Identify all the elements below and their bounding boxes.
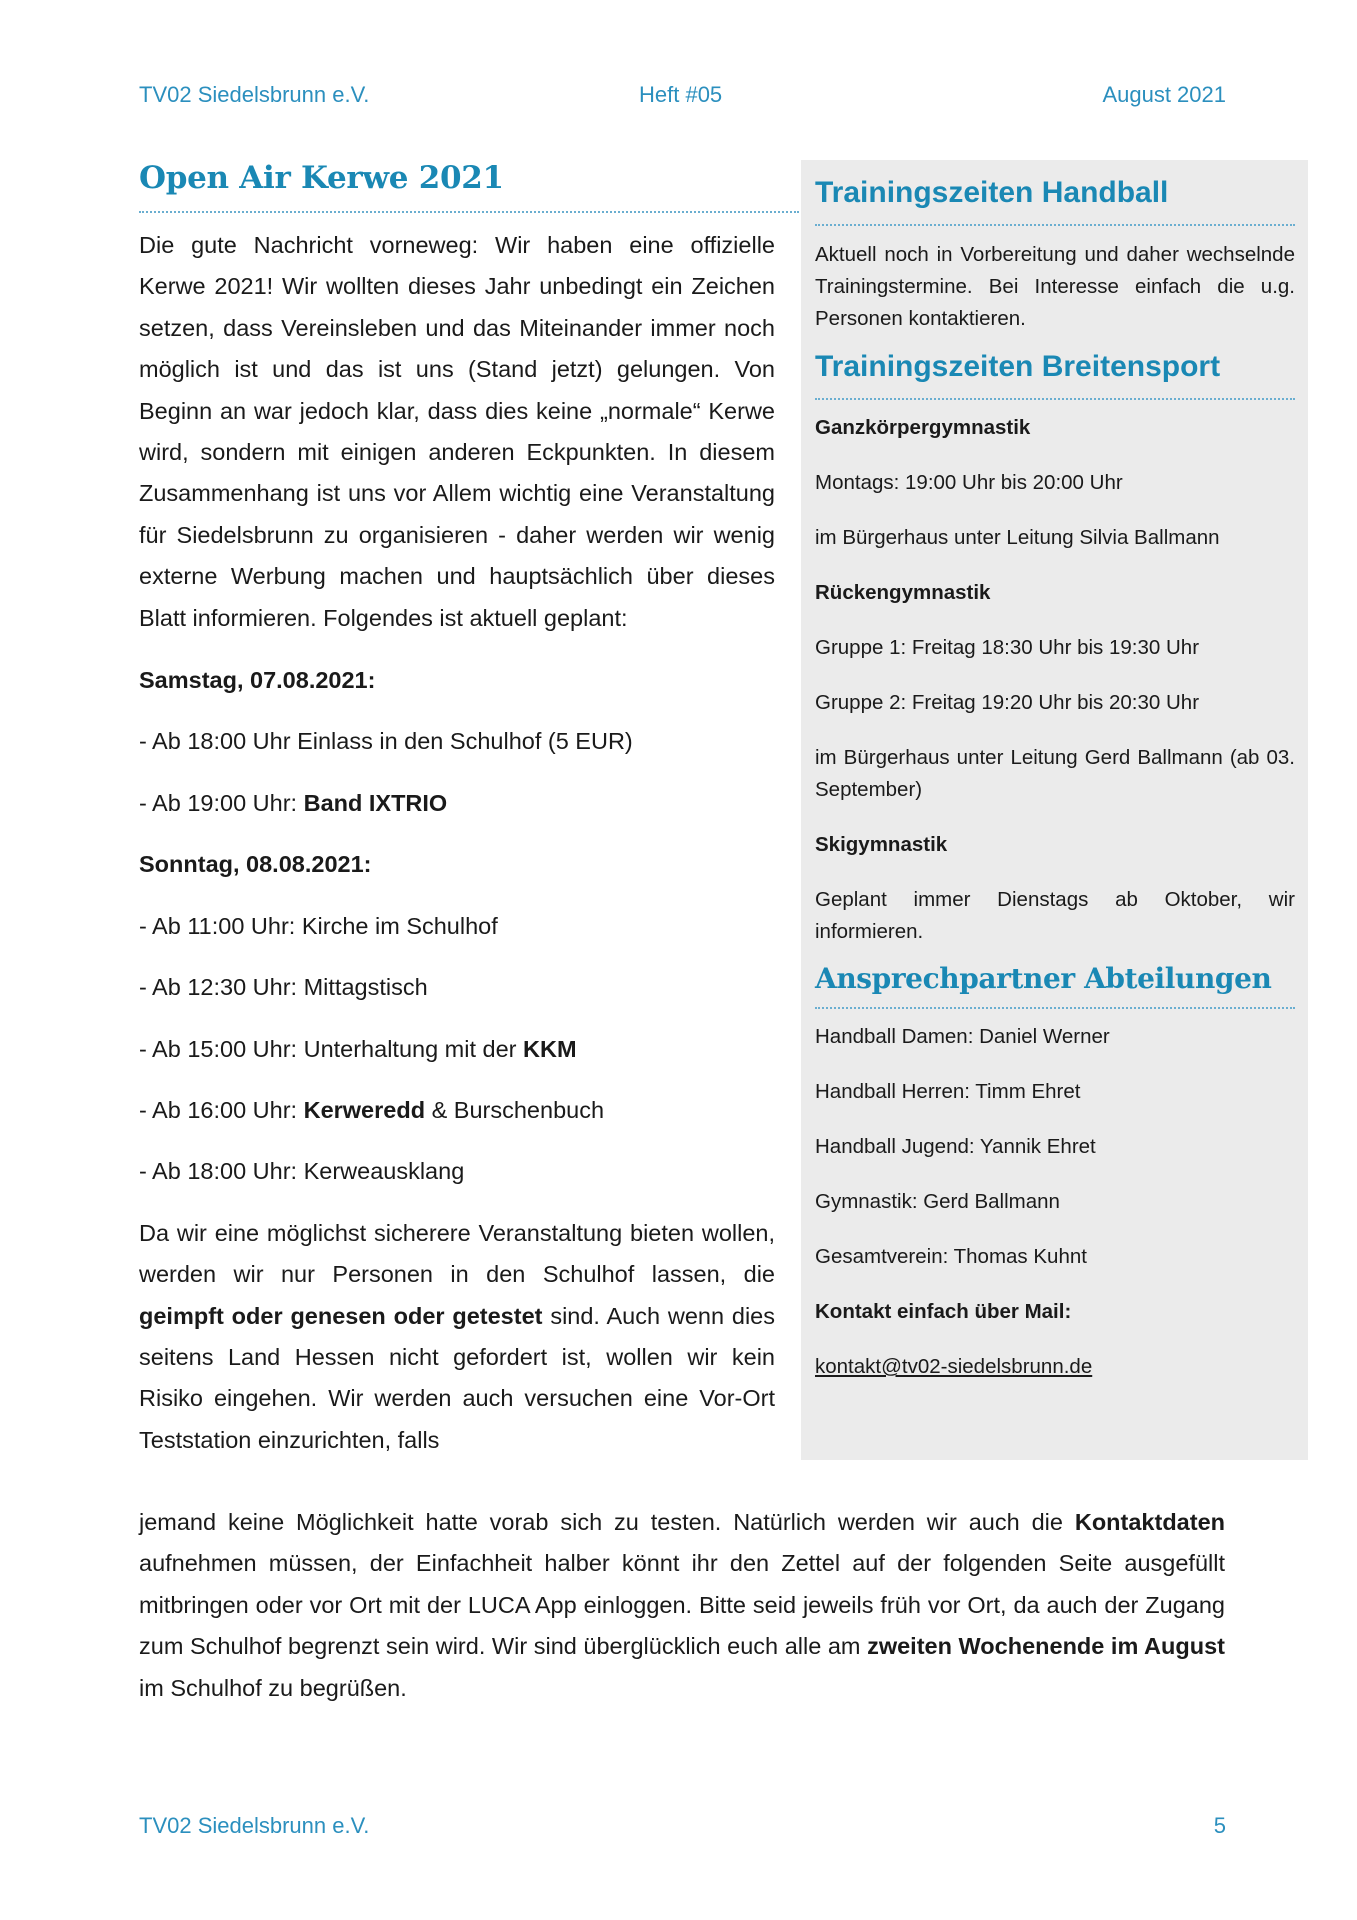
closing-paragraph <box>139 1213 775 1461</box>
sunday-item-3 <box>139 1029 775 1070</box>
ruecken-group2: Gruppe 2: Freitag 19:20 Uhr bis 20:30 Uhr <box>815 691 1200 714</box>
closing-text-4: aufnehmen müssen, der Einfachheit halber könnt ihr den Zettel auf der folgenden Seite ausgefüllt mitbringen oder vor Ort mit der LUCA App einloggen. Bitte seid jeweils früh vor Ort, da auch der Zugang zum Schulhof begrenzt sein wird. Wir sind überglücklich euch alle am <box>139 1550 1225 1660</box>
closing-text-5: im Schulhof zu begrüßen. <box>139 1674 407 1701</box>
header-date: August 2021 <box>1102 82 1226 107</box>
item-text: - Ab 15:00 Uhr: Unterhaltung mit der <box>139 1035 524 1062</box>
contact-gymnastik: Gymnastik: Gerd Ballmann <box>815 1190 1060 1213</box>
section-divider <box>815 1007 1295 1009</box>
sunday-item-4 <box>139 1090 775 1131</box>
article-column <box>139 225 775 1461</box>
saturday-item-1: - Ab 18:00 Uhr Einlass in den Schulhof (5 EUR) <box>139 728 633 755</box>
contact-email-link[interactable]: kontakt@tv02-siedelsbrunn.de <box>815 1355 1093 1378</box>
closing-bold-2: Kontaktdaten <box>1074 1509 1225 1535</box>
item-text-suffix: & Burschenbuch <box>425 1096 605 1123</box>
ganzkoerper-time: Montags: 19:00 Uhr bis 20:00 Uhr <box>815 471 1123 494</box>
contact-gesamtverein: Gesamtverein: Thomas Kuhnt <box>815 1245 1087 1268</box>
contact-handball-herren: Handball Herren: Timm Ehret <box>815 1080 1081 1103</box>
saturday-heading: Samstag, 07.08.2021: <box>139 667 376 694</box>
contacts-title: Ansprechpartner Abteilungen <box>815 962 1272 995</box>
breitensport-training-title: Trainingszeiten Breitensport <box>815 350 1221 383</box>
closing-paragraph-continued <box>139 1502 1225 1709</box>
handball-training-title: Trainingszeiten Handball <box>815 176 1169 209</box>
section-divider <box>815 224 1295 226</box>
sunday-item-1: - Ab 11:00 Uhr: Kirche im Schulhof <box>139 912 498 939</box>
ruecken-group1: Gruppe 1: Freitag 18:30 Uhr bis 19:30 Uhr <box>815 636 1200 659</box>
closing-text-3: jemand keine Möglichkeit hatte vorab sich zu testen. Natürlich werden wir auch die <box>139 1509 1075 1535</box>
sunday-item-5: - Ab 18:00 Uhr: Kerweausklang <box>139 1158 465 1185</box>
contact-handball-damen: Handball Damen: Daniel Werner <box>815 1025 1110 1048</box>
ruecken-title: Rückengymnastik <box>815 581 991 604</box>
kkm-name: KKM <box>523 1035 577 1062</box>
ganzkoerper-location: im Bürgerhaus unter Leitung Silvia Ballmann <box>815 526 1220 549</box>
sidebar-content <box>815 160 1295 1383</box>
section-divider <box>815 398 1295 400</box>
sidebar-box <box>801 160 1308 1460</box>
article-intro: Die gute Nachricht vorneweg: Wir haben eine offizielle Kerwe 2021! Wir wollten dieses Jahr unbedingt ein Zeichen setzen, dass Vereinsleben und das Miteinander immer noch möglich ist und das ist uns (Stand jetzt) gelungen. Von Beginn an war jedoch klar, dass dies keine „normale“ Kerwe wird, sondern mit einigen anderen Eckpunkten. In diesem Zusammenhang ist uns vor Allem wichtig eine Veranstaltung für Siedelsbrunn zu organisieren - daher werden wir wenig externe Werbung machen und hauptsächlich über dieses Blatt informieren. Folgendes ist aktuell geplant: <box>139 232 775 631</box>
footer-club-name: TV02 Siedelsbrunn e.V. <box>139 1813 370 1838</box>
closing-bold-1: geimpft oder genesen oder getestet <box>139 1302 543 1329</box>
closing-text-2: sind. Auch wenn dies seitens Land Hessen nicht gefordert ist, wollen wir kein Risiko eingehen. Wir werden auch versuchen eine Vor-Ort Teststation einzurichten, falls <box>139 1302 775 1453</box>
ganzkoerper-title: Ganzkörpergymnastik <box>815 416 1031 439</box>
title-divider <box>139 211 799 213</box>
header-club-name: TV02 Siedelsbrunn e.V. <box>139 82 370 107</box>
saturday-item-2 <box>139 783 775 824</box>
closing-text-1: Da wir eine möglichst sicherere Veranstaltung bieten wollen, werden wir nur Personen in den Schulhof lassen, die <box>139 1219 775 1288</box>
contact-handball-jugend: Handball Jugend: Yannik Ehret <box>815 1135 1096 1158</box>
header-issue: Heft #05 <box>639 82 723 107</box>
item-text: - Ab 16:00 Uhr: <box>139 1096 304 1123</box>
item-text: - Ab 19:00 Uhr: <box>139 789 304 816</box>
ski-title: Skigymnastik <box>815 833 948 856</box>
article-title: Open Air Kerwe 2021 <box>139 160 504 196</box>
footer-page-number: 5 <box>1213 1813 1226 1838</box>
band-name: Band IXTRIO <box>303 789 448 816</box>
closing-bold-3: zweiten Wochenende im August <box>867 1633 1225 1660</box>
ruecken-location: im Bürgerhaus unter Leitung Gerd Ballmann (ab 03. September) <box>815 746 1295 801</box>
handball-training-text: Aktuell noch in Vorbereitung und daher wechselnde Trainingstermine. Bei Interesse einfach die u.g. Personen kontaktieren. <box>815 243 1295 330</box>
kerweredd-name: Kerweredd <box>303 1096 426 1123</box>
sunday-heading: Sonntag, 08.08.2021: <box>139 851 372 878</box>
ski-text: Geplant immer Dienstags ab Oktober, wir informieren. <box>815 888 1295 943</box>
mail-label: Kontakt einfach über Mail: <box>815 1300 1072 1323</box>
sunday-item-2: - Ab 12:30 Uhr: Mittagstisch <box>139 974 428 1001</box>
